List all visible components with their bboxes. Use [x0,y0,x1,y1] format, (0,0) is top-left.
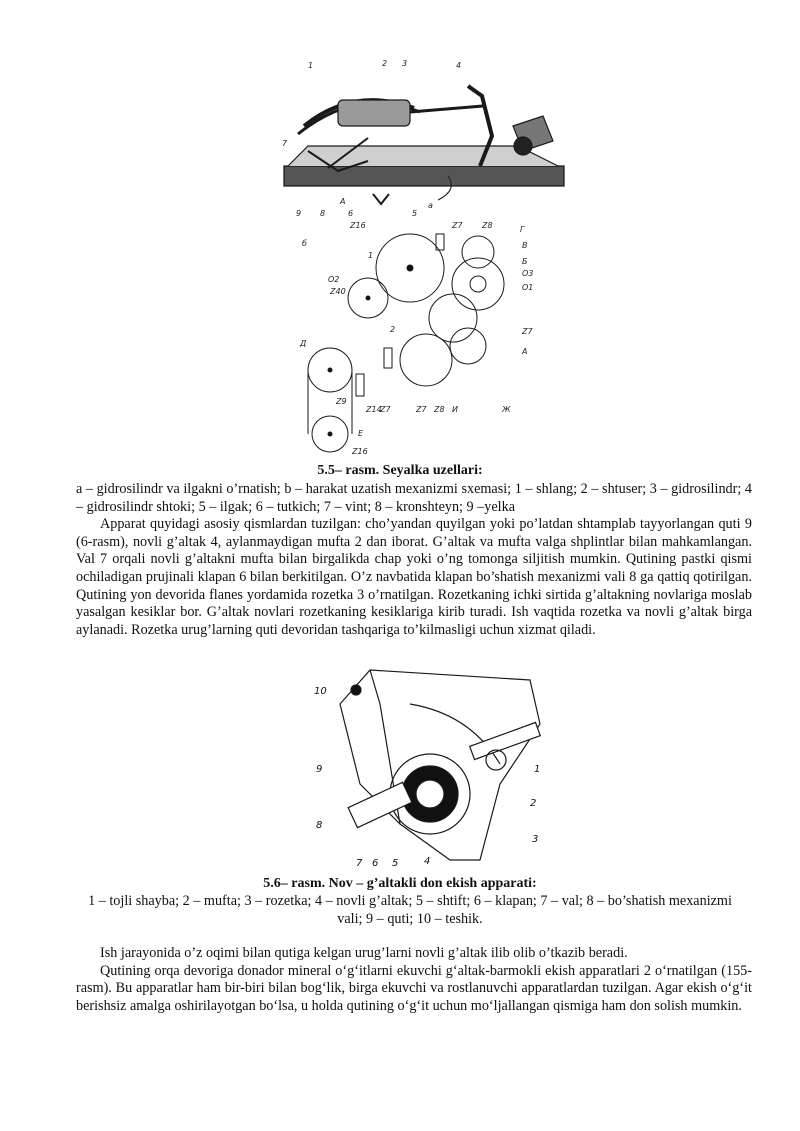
svg-text:6: 6 [348,209,354,218]
svg-text:5: 5 [392,858,399,869]
svg-text:Z8: Z8 [434,405,445,414]
fig1-scheme-labels [299,221,533,456]
svg-text:Z16: Z16 [350,221,366,230]
body-text-1 [76,481,752,639]
svg-text:Z7: Z7 [452,221,463,230]
svg-text:Z16: Z16 [352,447,368,456]
svg-text:Д: Д [300,339,307,348]
body-text-2 [76,945,752,1015]
svg-text:9: 9 [316,764,323,775]
figure-5-6-caption-title: 5.6– rasm. Nov – g’altakli don ekish apparati: [263,876,537,891]
svg-text:1: 1 [368,251,374,260]
figure-5-6-legend-line-1: 1 – tojli shayba; 2 – mufta; 3 – rozetka; 4 – novli g’altak; 5 – shtift; 6 – klapan; 7 – val; 8 – bo’shatish mexanizmi [88,893,732,909]
svg-text:8: 8 [316,820,323,831]
svg-text:6: 6 [372,858,379,869]
svg-text:9: 9 [296,209,302,218]
figure-5-6-legend-line-2: vali; 9 – quti; 10 – teshik. [337,910,483,927]
svg-text:A: A [340,197,346,206]
svg-text:Z8: Z8 [482,221,493,230]
paragraph-fertilizer-apparatus: Qutining orqa devoriga donador mineral o‘g‘itlarni ekuvchi g‘altak-barmokli ekish apparatlari 2 o‘rnatilgan (155-rasm). Bu apparatlar ham bir-biri bilan bog‘lik, birga ekuvchi va rostlanuvchi apparatlardan tuzilgan. Agar ekish o‘g‘it berishsiz amalga oshirilayotgan bo‘lsa, u holda qutining o‘g‘it uchun mo‘ljallangan qismiga ham don solish mumkin. [76,962,752,1014]
svg-text:3: 3 [532,834,539,845]
svg-text:Z7: Z7 [522,327,533,336]
svg-text:4: 4 [424,856,431,867]
svg-text:A: A [522,347,528,356]
svg-text:O1: O1 [522,283,534,292]
svg-text:Z9: Z9 [336,397,347,406]
svg-text:1: 1 [534,764,541,775]
fig1-top-labels [282,59,461,218]
svg-text:E: E [358,429,364,438]
paragraph-apparatus-description: Apparat quyidagi asosiy qismlardan tuzilgan: cho’yandan quyilgan yoki po’latdan shtamplab tayyorlangan quti 9 (6-rasm), novli g’altak 4, aylanmaydigan mufta 2 dan iborat. G’altak va mufta valga shplintlar bilan mahkamlangan. Val 7 orqali novli g’altakni mufta bilan birgalikda chap yoki o’ng tomonga siljitish mumkin. Qutining pastki qismi ochiladigan prujinali klapan 6 bilan berkitilgan. O’z navbatida klapan bo’shatish mexanizmi vali 8 ga qattiq qotirilgan. Qutining yon devorida flanes yordamida rozetka 3 o’rnatilgan. Rozetkaning ichki sirtida g’altakning novlariga moslab yasalgan kesiklar bor. G’altak novlari rozetkaning kesiklariga kirib turadi. Ish vaqtida rozetka va novli g’altak birga aylanadi. Rozetka urug’larning quti devoridan tashqariga to’kilmasligi uchun xizmat qiladi. [76,516,752,638]
figure-5-5-caption-title: 5.5– rasm. Seyalka uzellari: [317,463,483,478]
svg-text:O3: O3 [522,269,534,278]
svg-text:a: a [428,201,433,210]
svg-text:B: B [522,241,528,250]
svg-text:8: 8 [320,209,326,218]
svg-text:2: 2 [530,798,537,809]
svg-text:5: 5 [412,209,418,218]
svg-text:7: 7 [282,139,288,148]
svg-text:3: 3 [402,59,408,68]
svg-text:Z7: Z7 [416,405,427,414]
paragraph-work-process: Ish jarayonida o’z oqimi bilan qutiga kelgan urug’larni novli g’altak ilib olib o’tkazib beradi. [100,945,628,961]
svg-text:2: 2 [382,59,388,68]
svg-text:4: 4 [456,61,462,70]
svg-text:10: 10 [314,686,327,697]
svg-text:Z40: Z40 [330,287,346,296]
seeder-assembly-figure [268,56,584,456]
svg-text:1: 1 [308,61,314,70]
grooved-roller-seeding-apparatus-figure [300,664,548,872]
svg-text:Z14: Z14 [366,405,382,414]
svg-text:2: 2 [390,325,396,334]
svg-text:Z7: Z7 [380,405,391,414]
svg-text:б: б [302,239,307,248]
svg-text:Б: Б [522,257,528,266]
svg-text:O2: O2 [328,275,340,284]
svg-text:7: 7 [356,858,363,869]
svg-text:И: И [452,405,458,414]
svg-text:Г: Г [520,225,525,234]
figure-5-5-caption-legend: a – gidrosilindr va ilgakni o’rnatish; b – harakat uzatish mexanizmi sxemasi; 1 – shlang; 2 – shtuser; 3 – gidrosilindr; 4 – gidrosilindr shtoki; 5 – ilgak; 6 – tutkich; 7 – vint; 8 – kronshteyn; 9 –yelka [76,481,752,515]
svg-text:Ж: Ж [502,405,511,414]
figure-5-6-caption-legend [60,893,760,928]
